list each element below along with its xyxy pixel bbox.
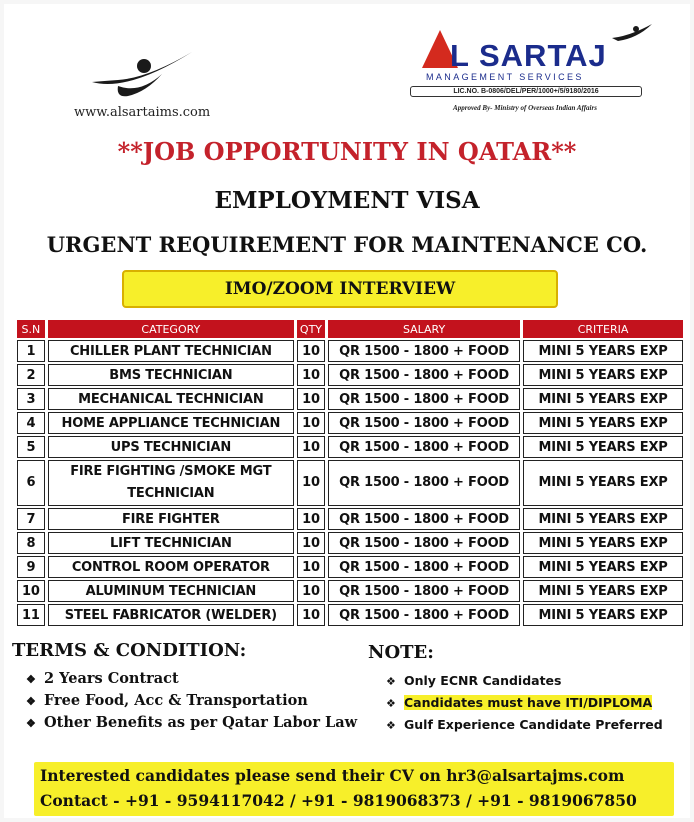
cell-qty: 10 — [297, 508, 325, 530]
cv-instruction: Interested candidates please send their CV on hr3@alsartajms.com — [40, 766, 625, 785]
cell-category: MECHANICAL TECHNICIAN — [48, 388, 294, 410]
table-row — [17, 388, 683, 410]
cell-category: BMS TECHNICIAN — [48, 364, 294, 386]
approval-text: Approved By- Ministry of Overseas Indian Affairs — [453, 104, 597, 112]
table-row — [17, 436, 683, 458]
cell-qty: 10 — [297, 436, 325, 458]
cell-sn: 6 — [17, 460, 45, 506]
header-sn: S.N — [17, 320, 45, 338]
cell-category: ALUMINUM TECHNICIAN — [48, 580, 294, 602]
cell-salary: QR 1500 - 1800 + FOOD — [328, 508, 520, 530]
job-poster — [4, 4, 690, 818]
cell-category: STEEL FABRICATOR (WELDER) — [48, 604, 294, 626]
header-criteria: CRITERIA — [523, 320, 683, 338]
cell-salary: QR 1500 - 1800 + FOOD — [328, 436, 520, 458]
cell-salary: QR 1500 - 1800 + FOOD — [328, 388, 520, 410]
note-item-text: Gulf Experience Candidate Preferred — [404, 717, 663, 732]
diamond-bullet-icon: ❖ — [386, 675, 396, 688]
requirement-heading: URGENT REQUIREMENT FOR MAINTENANCE CO. — [46, 232, 648, 257]
table-body — [17, 340, 683, 626]
cell-salary: QR 1500 - 1800 + FOOD — [328, 532, 520, 554]
diamond-bullet-icon: ❖ — [26, 673, 36, 686]
diamond-bullet-icon: ❖ — [386, 697, 396, 710]
terms-item-text: 2 Years Contract — [44, 670, 179, 687]
terms-item-text: Free Food, Acc & Transportation — [44, 692, 308, 709]
cell-sn: 9 — [17, 556, 45, 578]
brand-swoosh-icon — [610, 22, 654, 42]
diamond-bullet-icon: ❖ — [26, 717, 36, 730]
table-row — [17, 364, 683, 386]
cell-category: FIRE FIGHTING /SMOKE MGT TECHNICIAN — [48, 460, 294, 506]
contact-numbers: Contact - +91 - 9594117042 / +91 - 9819068373 / +91 - 9819067850 — [40, 791, 637, 810]
cell-criteria: MINI 5 YEARS EXP — [523, 604, 683, 626]
table-row — [17, 556, 683, 578]
diamond-bullet-icon: ❖ — [386, 719, 396, 732]
notes-list — [386, 670, 663, 736]
cell-qty: 10 — [297, 604, 325, 626]
cell-category: FIRE FIGHTER — [48, 508, 294, 530]
note-item — [386, 670, 663, 692]
cell-qty: 10 — [297, 460, 325, 506]
header-category: CATEGORY — [48, 320, 294, 338]
cell-criteria: MINI 5 YEARS EXP — [523, 556, 683, 578]
cell-sn: 5 — [17, 436, 45, 458]
terms-item — [26, 668, 357, 690]
cell-qty: 10 — [297, 340, 325, 362]
cell-salary: QR 1500 - 1800 + FOOD — [328, 580, 520, 602]
cell-category: LIFT TECHNICIAN — [48, 532, 294, 554]
license-number: LIC.NO. B-0806/DEL/PER/1000+/5/9180/2016 — [410, 86, 642, 97]
cell-qty: 10 — [297, 580, 325, 602]
note-item-text-highlighted: Candidates must have ITI/DIPLOMA — [404, 695, 653, 710]
cell-salary: QR 1500 - 1800 + FOOD — [328, 340, 520, 362]
cell-criteria: MINI 5 YEARS EXP — [523, 508, 683, 530]
cell-qty: 10 — [297, 364, 325, 386]
website-url: www.alsartaims.com — [74, 105, 211, 120]
cell-sn: 8 — [17, 532, 45, 554]
table-header-row — [17, 320, 683, 338]
cell-qty: 10 — [297, 412, 325, 434]
cell-criteria: MINI 5 YEARS EXP — [523, 460, 683, 506]
terms-item-text: Other Benefits as per Qatar Labor Law — [44, 714, 358, 731]
cell-salary: QR 1500 - 1800 + FOOD — [328, 556, 520, 578]
interview-banner: IMO/ZOOM INTERVIEW — [122, 270, 558, 308]
table-row — [17, 460, 683, 506]
swoosh-figure-logo-icon — [88, 48, 198, 100]
terms-title: TERMS & CONDITION: — [12, 640, 247, 661]
table-row — [17, 532, 683, 554]
jobs-table — [14, 318, 686, 628]
table-row — [17, 604, 683, 626]
cell-sn: 11 — [17, 604, 45, 626]
cell-salary: QR 1500 - 1800 + FOOD — [328, 364, 520, 386]
cell-salary: QR 1500 - 1800 + FOOD — [328, 412, 520, 434]
cell-sn: 10 — [17, 580, 45, 602]
cell-category: CONTROL ROOM OPERATOR — [48, 556, 294, 578]
note-item — [386, 692, 663, 714]
cell-category: CHILLER PLANT TECHNICIAN — [48, 340, 294, 362]
cell-criteria: MINI 5 YEARS EXP — [523, 364, 683, 386]
note-item-text: Only ECNR Candidates — [404, 673, 562, 688]
header-salary: SALARY — [328, 320, 520, 338]
brand-name: L SARTAJ — [450, 38, 607, 73]
table-row — [17, 412, 683, 434]
visa-type: EMPLOYMENT VISA — [214, 187, 480, 214]
table-row — [17, 508, 683, 530]
page-title: **JOB OPPORTUNITY IN QATAR** — [117, 137, 577, 166]
diamond-bullet-icon: ❖ — [26, 695, 36, 708]
cell-salary: QR 1500 - 1800 + FOOD — [328, 460, 520, 506]
table-row — [17, 580, 683, 602]
note-title: NOTE: — [368, 642, 434, 663]
note-item — [386, 714, 663, 736]
terms-item — [26, 690, 357, 712]
cell-sn: 3 — [17, 388, 45, 410]
cell-criteria: MINI 5 YEARS EXP — [523, 532, 683, 554]
terms-item — [26, 712, 357, 734]
cell-criteria: MINI 5 YEARS EXP — [523, 412, 683, 434]
table-row — [17, 340, 683, 362]
brand-subtitle: MANAGEMENT SERVICES — [426, 72, 584, 82]
cell-qty: 10 — [297, 556, 325, 578]
cell-sn: 1 — [17, 340, 45, 362]
cell-criteria: MINI 5 YEARS EXP — [523, 436, 683, 458]
cell-sn: 7 — [17, 508, 45, 530]
cell-criteria: MINI 5 YEARS EXP — [523, 340, 683, 362]
cell-salary: QR 1500 - 1800 + FOOD — [328, 604, 520, 626]
cell-sn: 2 — [17, 364, 45, 386]
cell-category: HOME APPLIANCE TECHNICIAN — [48, 412, 294, 434]
cell-category: UPS TECHNICIAN — [48, 436, 294, 458]
brand-logo — [420, 22, 660, 122]
header-qty: QTY — [297, 320, 325, 338]
cell-qty: 10 — [297, 532, 325, 554]
cell-criteria: MINI 5 YEARS EXP — [523, 580, 683, 602]
cell-qty: 10 — [297, 388, 325, 410]
cell-sn: 4 — [17, 412, 45, 434]
cell-criteria: MINI 5 YEARS EXP — [523, 388, 683, 410]
terms-list — [26, 668, 357, 734]
